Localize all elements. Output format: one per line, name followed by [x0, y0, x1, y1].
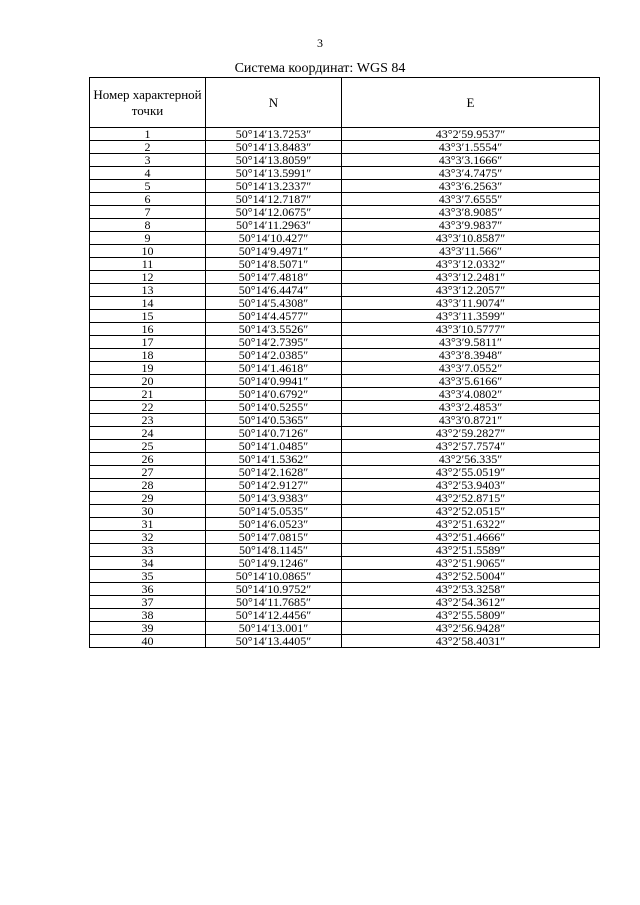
- header-row: [90, 78, 600, 128]
- e-coordinate-cell: 43°3′2.4853″: [342, 401, 600, 414]
- table-row: [90, 193, 600, 206]
- table-row: [90, 466, 600, 479]
- table-row: [90, 570, 600, 583]
- n-coordinate-cell: 50°14′13.7253″: [206, 128, 342, 141]
- e-coordinate-cell: 43°3′9.9837″: [342, 219, 600, 232]
- n-coordinate-cell: 50°14′8.1145″: [206, 544, 342, 557]
- e-coordinate-cell: 43°2′56.335″: [342, 453, 600, 466]
- point-number-cell: 11: [90, 258, 206, 271]
- point-number-cell: 4: [90, 167, 206, 180]
- point-number-cell: 3: [90, 154, 206, 167]
- table-row: [90, 492, 600, 505]
- point-number-cell: 17: [90, 336, 206, 349]
- table-row: [90, 505, 600, 518]
- n-coordinate-cell: 50°14′0.7126″: [206, 427, 342, 440]
- n-coordinate-cell: 50°14′11.7685″: [206, 596, 342, 609]
- e-coordinate-cell: 43°3′5.6166″: [342, 375, 600, 388]
- table-row: [90, 414, 600, 427]
- n-coordinate-cell: 50°14′0.6792″: [206, 388, 342, 401]
- e-coordinate-cell: 43°3′6.2563″: [342, 180, 600, 193]
- point-number-cell: 12: [90, 271, 206, 284]
- e-coordinate-cell: 43°2′52.5004″: [342, 570, 600, 583]
- table-row: [90, 518, 600, 531]
- point-number-cell: 22: [90, 401, 206, 414]
- n-coordinate-cell: 50°14′5.0535″: [206, 505, 342, 518]
- e-coordinate-cell: 43°2′52.0515″: [342, 505, 600, 518]
- point-number-cell: 9: [90, 232, 206, 245]
- coordinates-table: [89, 77, 600, 648]
- e-coordinate-cell: 43°3′0.8721″: [342, 414, 600, 427]
- table-row: [90, 271, 600, 284]
- table-row: [90, 284, 600, 297]
- e-coordinate-cell: 43°2′54.3612″: [342, 596, 600, 609]
- table-row: [90, 362, 600, 375]
- e-coordinate-cell: 43°3′4.7475″: [342, 167, 600, 180]
- point-number-cell: 8: [90, 219, 206, 232]
- point-number-cell: 15: [90, 310, 206, 323]
- n-coordinate-cell: 50°14′0.5365″: [206, 414, 342, 427]
- table-row: [90, 167, 600, 180]
- n-coordinate-cell: 50°14′10.0865″: [206, 570, 342, 583]
- table-row: [90, 479, 600, 492]
- table-row: [90, 453, 600, 466]
- e-coordinate-cell: 43°3′9.5811″: [342, 336, 600, 349]
- table-header: [90, 78, 600, 128]
- table-row: [90, 180, 600, 193]
- n-coordinate-cell: 50°14′2.0385″: [206, 349, 342, 362]
- point-number-cell: 38: [90, 609, 206, 622]
- n-coordinate-cell: 50°14′6.0523″: [206, 518, 342, 531]
- n-coordinate-cell: 50°14′3.9383″: [206, 492, 342, 505]
- point-number-cell: 18: [90, 349, 206, 362]
- n-coordinate-cell: 50°14′13.8483″: [206, 141, 342, 154]
- n-coordinate-cell: 50°14′4.4577″: [206, 310, 342, 323]
- e-coordinate-cell: 43°3′11.9074″: [342, 297, 600, 310]
- table-row: [90, 609, 600, 622]
- point-number-cell: 37: [90, 596, 206, 609]
- e-coordinate-cell: 43°2′51.5589″: [342, 544, 600, 557]
- table-row: [90, 349, 600, 362]
- e-coordinate-cell: 43°3′3.1666″: [342, 154, 600, 167]
- e-coordinate-cell: 43°2′59.9537″: [342, 128, 600, 141]
- n-coordinate-cell: 50°14′13.001″: [206, 622, 342, 635]
- e-coordinate-cell: 43°3′8.9085″: [342, 206, 600, 219]
- n-coordinate-cell: 50°14′1.4618″: [206, 362, 342, 375]
- table-row: [90, 310, 600, 323]
- n-coordinate-cell: 50°14′13.4405″: [206, 635, 342, 648]
- n-coordinate-cell: 50°14′3.5526″: [206, 323, 342, 336]
- n-coordinate-cell: 50°14′1.0485″: [206, 440, 342, 453]
- point-number-cell: 33: [90, 544, 206, 557]
- table-row: [90, 232, 600, 245]
- table-row: [90, 219, 600, 232]
- n-coordinate-cell: 50°14′12.4456″: [206, 609, 342, 622]
- table-row: [90, 401, 600, 414]
- point-number-cell: 39: [90, 622, 206, 635]
- table-row: [90, 375, 600, 388]
- n-coordinate-cell: 50°14′11.2963″: [206, 219, 342, 232]
- table-row: [90, 440, 600, 453]
- point-number-cell: 31: [90, 518, 206, 531]
- coordinate-system-title: Система координат: WGS 84: [234, 61, 406, 76]
- point-number-cell: 5: [90, 180, 206, 193]
- page-number: 3: [317, 36, 323, 50]
- n-coordinate-cell: 50°14′8.5071″: [206, 258, 342, 271]
- e-coordinate-cell: 43°3′7.6555″: [342, 193, 600, 206]
- e-coordinate-cell: 43°2′59.2827″: [342, 427, 600, 440]
- e-coordinate-cell: 43°2′51.6322″: [342, 518, 600, 531]
- e-coordinate-cell: 43°3′12.2481″: [342, 271, 600, 284]
- e-coordinate-cell: 43°2′53.3258″: [342, 583, 600, 596]
- e-coordinate-cell: 43°3′12.0332″: [342, 258, 600, 271]
- point-number-cell: 36: [90, 583, 206, 596]
- e-coordinate-cell: 43°2′52.8715″: [342, 492, 600, 505]
- table-row: [90, 427, 600, 440]
- table-row: [90, 206, 600, 219]
- e-coordinate-cell: 43°2′55.0519″: [342, 466, 600, 479]
- table-row: [90, 258, 600, 271]
- n-coordinate-cell: 50°14′10.427″: [206, 232, 342, 245]
- n-coordinate-cell: 50°14′7.0815″: [206, 531, 342, 544]
- e-coordinate-cell: 43°3′11.3599″: [342, 310, 600, 323]
- table-body: [90, 128, 600, 648]
- point-number-cell: 13: [90, 284, 206, 297]
- table-row: [90, 583, 600, 596]
- e-coordinate-cell: 43°2′58.4031″: [342, 635, 600, 648]
- point-number-cell: 14: [90, 297, 206, 310]
- n-coordinate-cell: 50°14′13.5991″: [206, 167, 342, 180]
- n-coordinate-cell: 50°14′12.7187″: [206, 193, 342, 206]
- e-coordinate-cell: 43°2′51.4666″: [342, 531, 600, 544]
- n-coordinate-cell: 50°14′13.8059″: [206, 154, 342, 167]
- table-row: [90, 544, 600, 557]
- point-number-cell: 29: [90, 492, 206, 505]
- table-row: [90, 128, 600, 141]
- e-coordinate-cell: 43°2′53.9403″: [342, 479, 600, 492]
- n-coordinate-cell: 50°14′9.4971″: [206, 245, 342, 258]
- point-number-cell: 7: [90, 206, 206, 219]
- n-coordinate-cell: 50°14′12.0675″: [206, 206, 342, 219]
- e-coordinate-cell: 43°2′55.5809″: [342, 609, 600, 622]
- e-coordinate-cell: 43°3′1.5554″: [342, 141, 600, 154]
- e-coordinate-cell: 43°3′7.0552″: [342, 362, 600, 375]
- table-row: [90, 141, 600, 154]
- e-coordinate-cell: 43°2′57.7574″: [342, 440, 600, 453]
- point-number-cell: 32: [90, 531, 206, 544]
- table-row: [90, 596, 600, 609]
- n-coordinate-cell: 50°14′1.5362″: [206, 453, 342, 466]
- table-row: [90, 557, 600, 570]
- table-row: [90, 388, 600, 401]
- e-coordinate-cell: 43°3′12.2057″: [342, 284, 600, 297]
- table-row: [90, 622, 600, 635]
- point-number-cell: 25: [90, 440, 206, 453]
- point-number-cell: 27: [90, 466, 206, 479]
- point-number-cell: 40: [90, 635, 206, 648]
- n-coordinate-cell: 50°14′2.7395″: [206, 336, 342, 349]
- e-coordinate-cell: 43°3′10.8587″: [342, 232, 600, 245]
- header-n: N: [206, 78, 342, 128]
- e-coordinate-cell: 43°3′4.0802″: [342, 388, 600, 401]
- point-number-cell: 28: [90, 479, 206, 492]
- e-coordinate-cell: 43°2′56.9428″: [342, 622, 600, 635]
- table-row: [90, 323, 600, 336]
- point-number-cell: 26: [90, 453, 206, 466]
- e-coordinate-cell: 43°3′8.3948″: [342, 349, 600, 362]
- point-number-cell: 10: [90, 245, 206, 258]
- point-number-cell: 35: [90, 570, 206, 583]
- n-coordinate-cell: 50°14′0.5255″: [206, 401, 342, 414]
- point-number-cell: 34: [90, 557, 206, 570]
- n-coordinate-cell: 50°14′9.1246″: [206, 557, 342, 570]
- table-row: [90, 531, 600, 544]
- header-e: E: [342, 78, 600, 128]
- point-number-cell: 23: [90, 414, 206, 427]
- n-coordinate-cell: 50°14′7.4818″: [206, 271, 342, 284]
- n-coordinate-cell: 50°14′2.9127″: [206, 479, 342, 492]
- n-coordinate-cell: 50°14′2.1628″: [206, 466, 342, 479]
- point-number-cell: 24: [90, 427, 206, 440]
- table-row: [90, 297, 600, 310]
- table-row: [90, 336, 600, 349]
- n-coordinate-cell: 50°14′10.9752″: [206, 583, 342, 596]
- point-number-cell: 21: [90, 388, 206, 401]
- point-number-cell: 19: [90, 362, 206, 375]
- point-number-cell: 30: [90, 505, 206, 518]
- table-row: [90, 245, 600, 258]
- table-row: [90, 635, 600, 648]
- n-coordinate-cell: 50°14′0.9941″: [206, 375, 342, 388]
- point-number-cell: 2: [90, 141, 206, 154]
- e-coordinate-cell: 43°2′51.9065″: [342, 557, 600, 570]
- point-number-cell: 6: [90, 193, 206, 206]
- n-coordinate-cell: 50°14′13.2337″: [206, 180, 342, 193]
- e-coordinate-cell: 43°3′11.566″: [342, 245, 600, 258]
- point-number-cell: 20: [90, 375, 206, 388]
- header-point-number: Номер характерной точки: [90, 78, 206, 128]
- n-coordinate-cell: 50°14′6.4474″: [206, 284, 342, 297]
- n-coordinate-cell: 50°14′5.4308″: [206, 297, 342, 310]
- e-coordinate-cell: 43°3′10.5777″: [342, 323, 600, 336]
- point-number-cell: 16: [90, 323, 206, 336]
- point-number-cell: 1: [90, 128, 206, 141]
- table-row: [90, 154, 600, 167]
